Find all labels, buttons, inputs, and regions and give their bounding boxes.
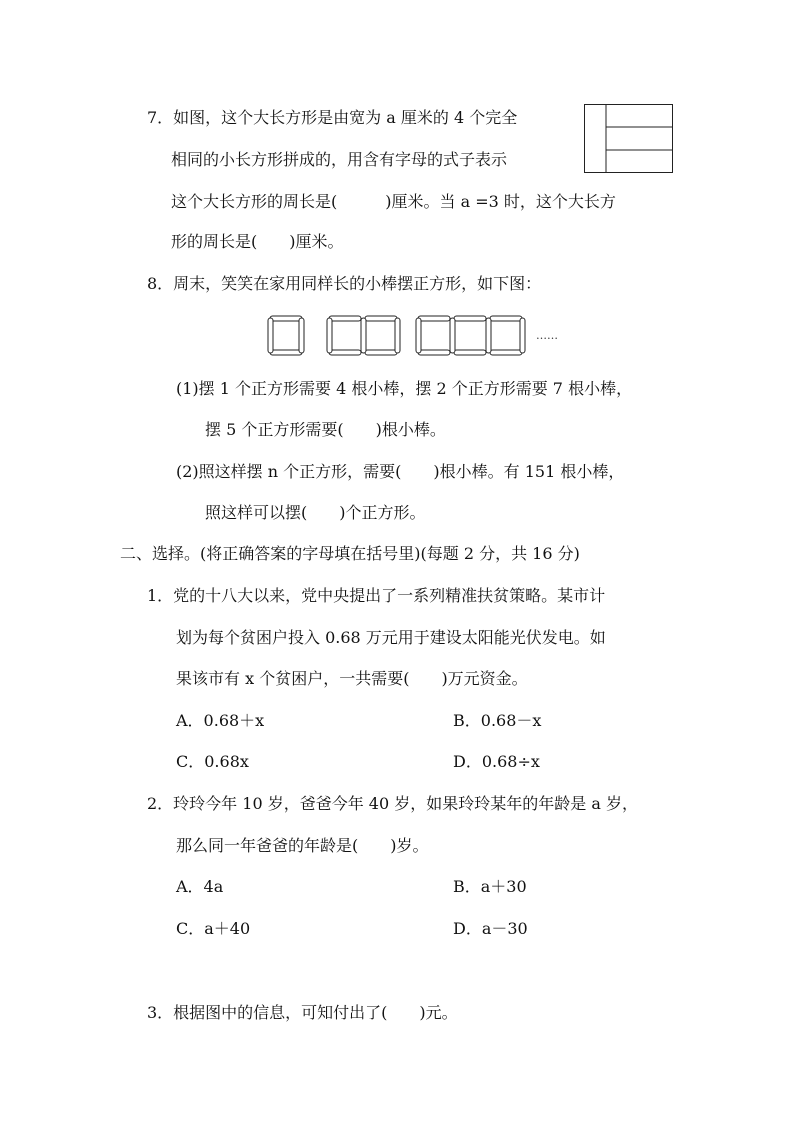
q8-figure-ellipsis: …… <box>536 329 558 342</box>
s1-option-d: D．0.68÷x <box>453 752 540 771</box>
q7-line-1: 7．如图，这个大长方形是由宽为 a 厘米的 4 个完全 <box>147 108 518 127</box>
q8-part1-line-2: 摆 5 个正方形需要( )根小棒。 <box>205 420 446 439</box>
q7-line-3: 这个大长方形的周长是( )厘米。当 a =3 时，这个大长方 <box>171 192 616 211</box>
s1-line-1: 1．党的十八大以来，党中央提出了一系列精准扶贫策略。某市计 <box>147 586 606 605</box>
q7-line-4: 形的周长是( )厘米。 <box>171 232 344 251</box>
s2-option-d: D．a－30 <box>453 919 528 938</box>
section-2-header: 二、选择。(将正确答案的字母填在括号里)(每题 2 分，共 16 分) <box>120 544 580 563</box>
s1-line-2: 划为每个贫困户投入 0.68 万元用于建设太阳能光伏发电。如 <box>176 628 606 647</box>
s1-option-a: A．0.68＋x <box>176 711 265 730</box>
q7-rectangle-figure <box>584 104 674 174</box>
s2-option-c: C．a＋40 <box>176 919 251 938</box>
q8-part1-line-1: (1)摆 1 个正方形需要 4 根小棒，摆 2 个正方形需要 7 根小棒， <box>176 379 633 398</box>
s2-line-2: 那么同一年爸爸的年龄是( )岁。 <box>176 836 429 855</box>
s2-option-a: A．4a <box>176 877 224 896</box>
s1-line-3: 果该市有 x 个贫困户，一共需要( )万元资金。 <box>176 669 528 688</box>
q8-part2-line-1: (2)照这样摆 n 个正方形，需要( )根小棒。有 151 根小棒， <box>176 462 625 481</box>
q8-sticks-figure <box>266 314 536 358</box>
s1-option-b: B．0.68－x <box>453 711 542 730</box>
s1-option-c: C．0.68x <box>176 752 249 771</box>
s2-line-1: 2．玲玲今年 10 岁，爸爸今年 40 岁，如果玲玲某年的年龄是 a 岁， <box>147 794 638 813</box>
s3-line-1: 3．根据图中的信息，可知付出了( )元。 <box>147 1003 458 1022</box>
q8-part2-line-2: 照这样可以摆( )个正方形。 <box>205 503 426 522</box>
q7-line-2: 相同的小长方形拼成的，用含有字母的式子表示 <box>171 150 508 169</box>
s2-option-b: B．a＋30 <box>453 877 527 896</box>
q8-intro: 8．周末，笑笑在家用同样长的小棒摆正方形，如下图： <box>147 274 542 293</box>
